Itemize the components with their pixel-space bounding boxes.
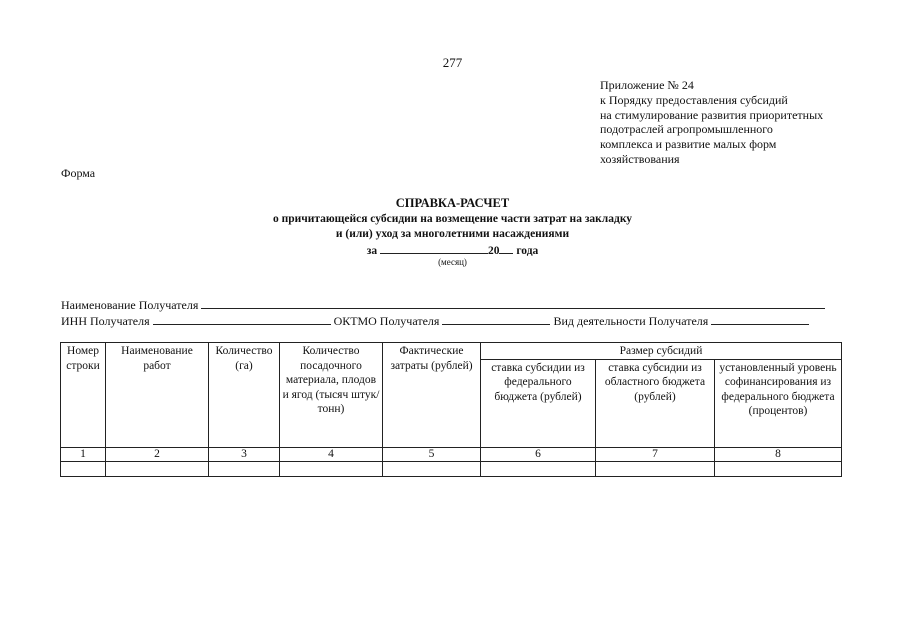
appendix-line: хозяйствования [600,151,680,166]
recipient-ids-row [61,313,809,329]
oktmo-blank[interactable] [442,313,550,325]
inn-label: ИНН Получателя [61,314,150,328]
empty-cell[interactable] [106,461,209,476]
header-subsidy-group: Размер субсидий [481,343,842,360]
appendix-line: к Порядку предоставления субсидий [600,92,788,107]
column-number: 3 [209,447,280,461]
document-title: СПРАВКА-РАСЧЕТ [395,196,510,210]
page-number: 277 [442,55,463,70]
header-planting-material: Количество посадочного материала, плодов и ягод (тысяч штук/тонн) [280,343,383,448]
document-subtitle [0,212,905,242]
header-cofinancing-level: установленный уровень софинансирования из федерального бюджета (процентов) [715,359,842,447]
empty-cell[interactable] [383,461,481,476]
year-blank[interactable] [499,242,513,254]
appendix-line: на стимулирование развития приоритетных [600,107,824,122]
recipient-name-blank[interactable] [201,297,825,309]
appendix-line: комплекса и развитие малых форм [600,137,777,152]
column-number: 2 [106,447,209,461]
inn-blank[interactable] [153,313,331,325]
activity-blank[interactable] [711,313,809,325]
header-work-name: Наименование работ [106,343,209,448]
period-prefix: за [366,245,378,257]
oktmo-label: ОКТМО Получателя [333,314,440,328]
month-blank[interactable] [380,242,488,254]
table-row [61,461,842,476]
empty-cell[interactable] [715,461,842,476]
column-number: 4 [280,447,383,461]
month-hint: (месяц) [438,257,467,267]
column-number: 5 [383,447,481,461]
column-number: 8 [715,447,842,461]
appendix-line: Приложение № 24 [600,78,694,92]
empty-cell[interactable] [209,461,280,476]
year-prefix: 20 [487,245,500,257]
header-quantity: Количество (га) [209,343,280,448]
column-number: 1 [61,447,106,461]
appendix-note [600,78,823,167]
recipient-name-label: Наименование Получателя [61,298,199,312]
empty-cell[interactable] [596,461,715,476]
period-line [0,242,905,257]
header-actual-costs: Фактические затраты (рублей) [383,343,481,448]
empty-cell[interactable] [481,461,596,476]
subtitle-line-2: и (или) уход за многолетними насаждениями [335,228,570,240]
header-row-number: Номер строки [61,343,106,448]
header-federal-rate: ставка субсидии из федерального бюджета (рублей) [481,359,596,447]
header-regional-rate: ставка субсидии из областного бюджета (рублей) [596,359,715,447]
appendix-line: подотраслей агропромышленного [600,122,773,137]
recipient-name-row [61,297,825,313]
form-label: Форма [61,166,96,180]
activity-label: Вид деятельности Получателя [553,314,709,328]
empty-cell[interactable] [61,461,106,476]
empty-cell[interactable] [280,461,383,476]
column-number: 6 [481,447,596,461]
column-number: 7 [596,447,715,461]
column-number-row [61,447,842,461]
subsidy-calculation-table [60,342,842,477]
subtitle-line-1: о причитающейся субсидии на возмещение части затрат на закладку [272,213,633,225]
period-suffix: года [516,245,539,257]
